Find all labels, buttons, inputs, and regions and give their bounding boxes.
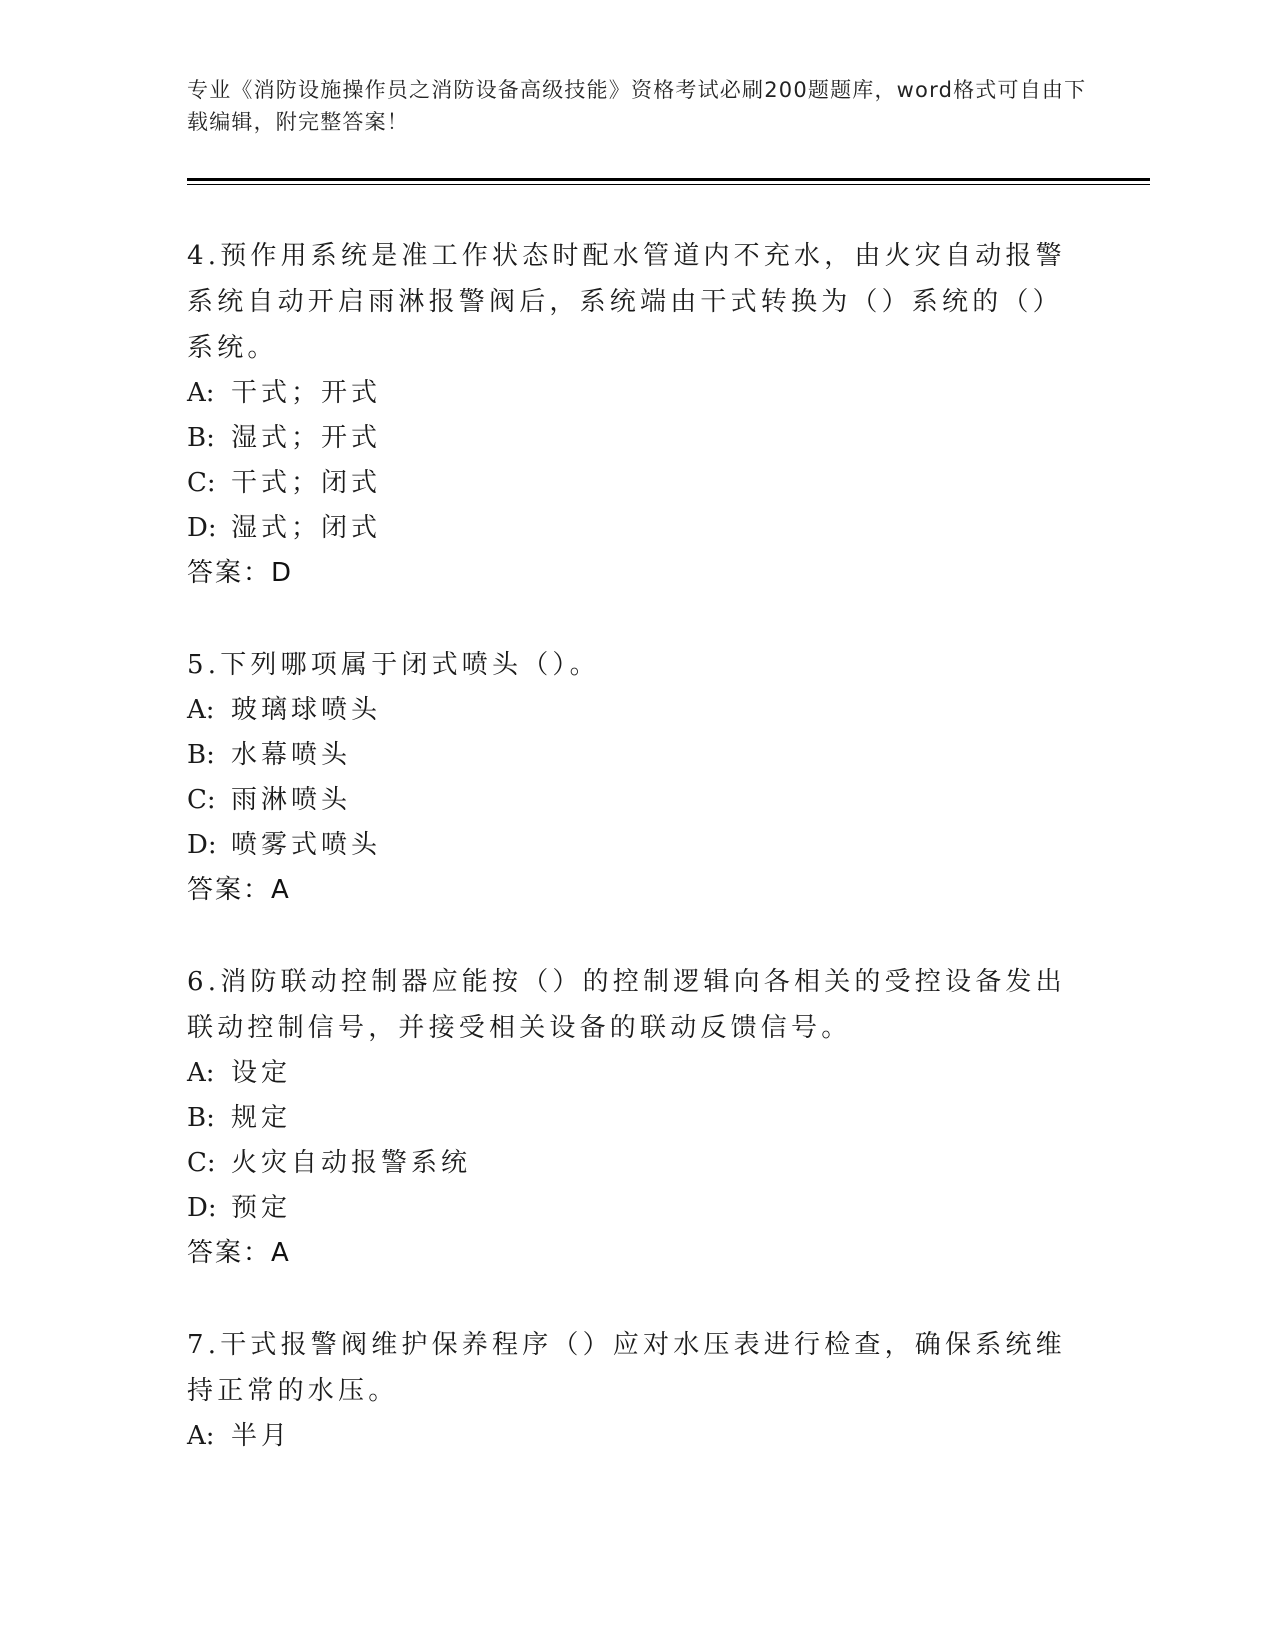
option-a	[187, 688, 1067, 733]
option-c	[187, 778, 1067, 823]
option-letter: A:	[187, 1421, 215, 1451]
question-stem: 5.下列哪项属于闭式喷头（）。	[187, 650, 600, 680]
option-d	[187, 506, 1067, 551]
question-5	[187, 642, 1067, 913]
option-b	[187, 733, 1067, 778]
option-b	[187, 1096, 1067, 1141]
question-stem: 7.干式报警阀维护保养程序（）应对水压表进行检查，确保系统维持正常的水压。	[187, 1330, 1066, 1406]
option-letter: D:	[187, 1193, 217, 1223]
option-text: 干式；开式	[231, 378, 382, 408]
question-7	[187, 1322, 1067, 1459]
option-c	[187, 461, 1067, 506]
option-text: 规定	[231, 1103, 292, 1133]
option-d	[187, 823, 1067, 868]
option-letter: C:	[187, 468, 216, 498]
option-letter: A:	[187, 378, 215, 408]
question-4	[187, 233, 1067, 596]
answer-line: 答案：A	[187, 875, 291, 905]
option-text: 预定	[231, 1193, 292, 1223]
option-letter: A:	[187, 1058, 215, 1088]
answer-line: 答案：D	[187, 558, 294, 588]
option-text: 湿式；闭式	[231, 513, 382, 543]
header-divider-thick	[187, 178, 1150, 181]
document-header: 专业《消防设施操作员之消防设备高级技能》资格考试必刷200题题库，word格式可自由下载编辑，附完整答案！	[187, 78, 1087, 134]
question-stem: 6.消防联动控制器应能按（）的控制逻辑向各相关的受控设备发出联动控制信号，并接受相关设备的联动反馈信号。	[187, 967, 1066, 1043]
question-stem: 4.预作用系统是准工作状态时配水管道内不充水，由火灾自动报警系统自动开启雨淋报警阀后，系统端由干式转换为（）系统的（）系统。	[187, 241, 1066, 363]
header-divider-thin	[187, 184, 1150, 185]
option-letter: B:	[187, 1103, 215, 1133]
option-b	[187, 416, 1067, 461]
option-text: 湿式；开式	[231, 423, 382, 453]
option-text: 火灾自动报警系统	[231, 1148, 472, 1178]
option-letter: A:	[187, 695, 215, 725]
question-6	[187, 959, 1067, 1276]
option-a	[187, 1414, 1067, 1459]
question-list	[187, 233, 1067, 1505]
option-text: 雨淋喷头	[231, 785, 352, 815]
option-c	[187, 1141, 1067, 1186]
answer-line: 答案：A	[187, 1238, 291, 1268]
option-a	[187, 371, 1067, 416]
option-letter: B:	[187, 423, 215, 453]
option-text: 喷雾式喷头	[231, 830, 382, 860]
option-letter: D:	[187, 830, 217, 860]
option-d	[187, 1186, 1067, 1231]
option-letter: C:	[187, 785, 216, 815]
option-text: 玻璃球喷头	[231, 695, 382, 725]
option-text: 干式；闭式	[231, 468, 382, 498]
option-text: 半月	[231, 1421, 292, 1451]
option-text: 水幕喷头	[231, 740, 352, 770]
option-letter: C:	[187, 1148, 216, 1178]
option-letter: B:	[187, 740, 215, 770]
option-text: 设定	[231, 1058, 292, 1088]
option-letter: D:	[187, 513, 217, 543]
option-a	[187, 1051, 1067, 1096]
